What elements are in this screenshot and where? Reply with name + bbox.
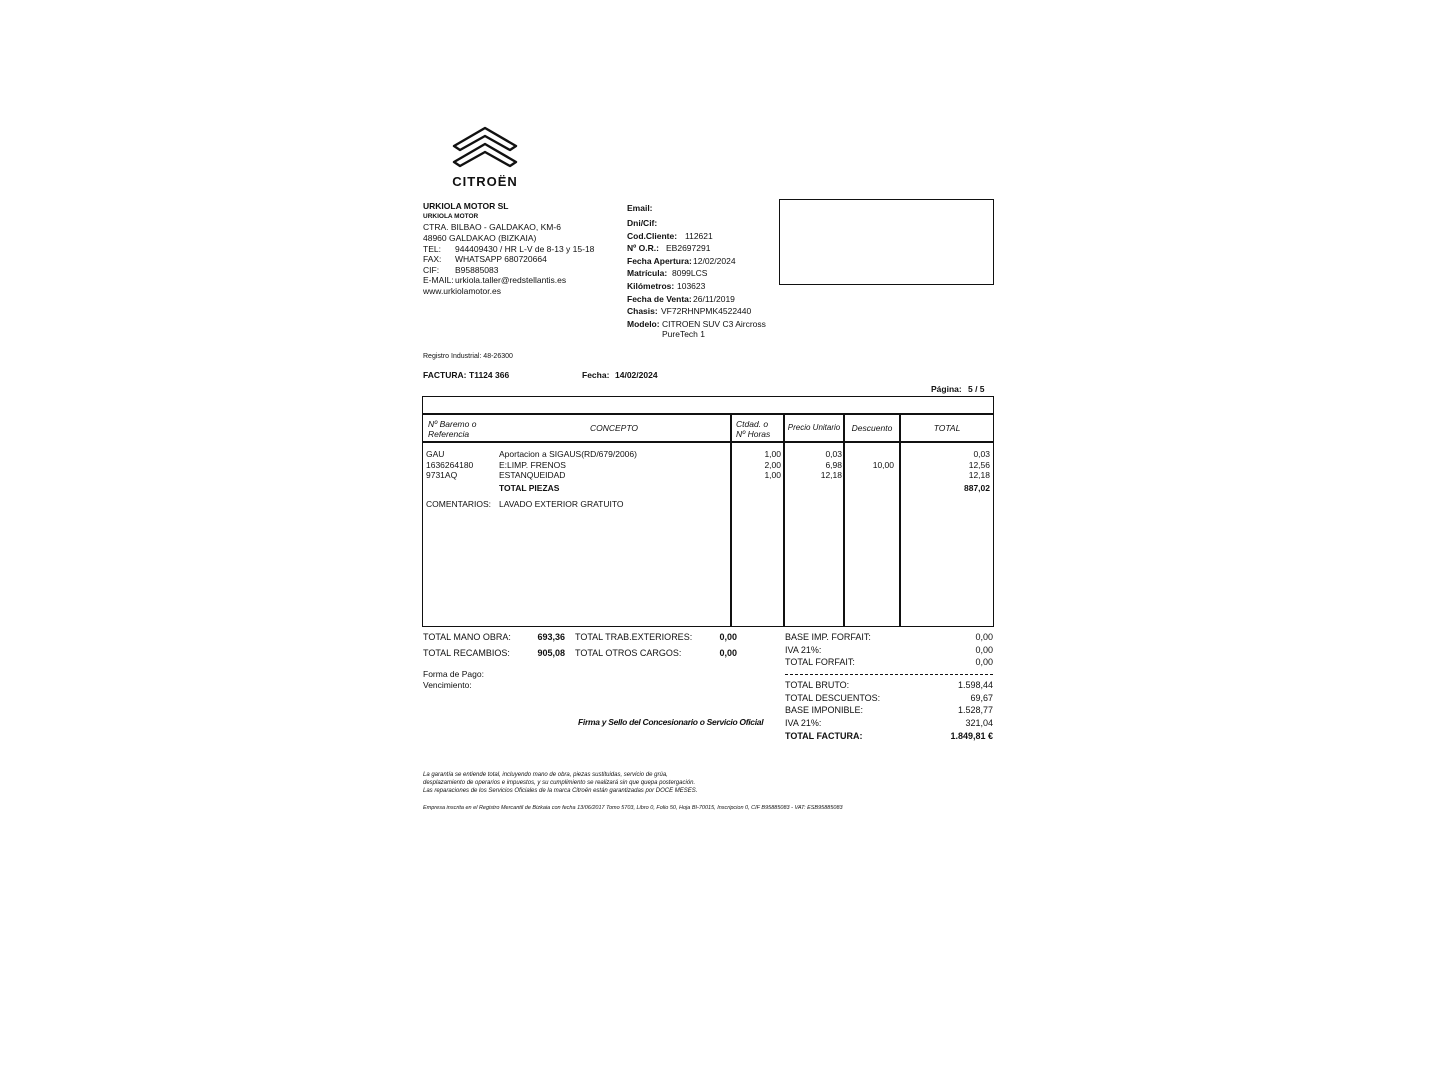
row-3-precio: 12,18 [820, 470, 842, 480]
row-1-concepto: Aportacion a SIGAUS(RD/679/2006) [499, 449, 637, 459]
fax-value: WHATSAPP 680720664 [455, 254, 547, 264]
header-cant-1: Ctdad. o [736, 419, 769, 429]
firma-sello: Firma y Sello del Concesionario o Servicio Oficial [578, 717, 764, 727]
descuentos-value: 69,67 [970, 693, 993, 703]
row-3-total: 12,18 [968, 470, 990, 480]
matricula-value: 8099LCS [672, 268, 708, 278]
bruto-label: TOTAL BRUTO: [785, 680, 850, 690]
matricula-label: Matrícula: [627, 268, 668, 278]
email-value: urkiola.taller@redstellantis.es [455, 275, 567, 285]
trab-ext-label: TOTAL TRAB.EXTERIORES: [575, 632, 693, 642]
footer-line-2: desplazamiento de operarios e impuestos, y su cumplimiento se realizará sin que quepa postergación. [423, 780, 696, 786]
header-concepto: CONCEPTO [589, 423, 639, 433]
or-value: EB2697291 [666, 243, 711, 253]
dashed-divider [785, 674, 993, 675]
row-1-precio: 0,03 [825, 449, 842, 459]
row-2-descuento: 10,00 [872, 460, 894, 470]
tel-label: TEL: [423, 244, 441, 254]
col-divider-4 [899, 414, 901, 627]
row-1-total: 0,03 [973, 449, 990, 459]
cif-value: B95885083 [455, 265, 499, 275]
total-piezas-label: TOTAL PIEZAS [499, 483, 560, 493]
footer-line-1: La garantía se entiende total, incluyendo mano de obra, piezas sustituidas, servicio de grúa, [423, 772, 668, 778]
pagina-label: Página: [931, 384, 962, 394]
email-label: E-MAIL: [423, 275, 454, 285]
row-1-cant: 1,00 [764, 449, 781, 459]
dni-label: Dni/Cif: [627, 218, 658, 228]
col-divider-3 [843, 414, 845, 627]
base-forfait-value: 0,00 [975, 632, 993, 642]
km-value: 103623 [677, 281, 706, 291]
total-piezas-value: 887,02 [964, 483, 990, 493]
footer-registro: Empresa inscrita en el Registro Mercantil de Bizkaia con fecha 13/06/2017 Tomo 5703, Libro 0, Folio 50, Hoja BI-70015, Inscripcion 0, CIF B95885083 - VAT: ESB95885083 [423, 805, 843, 811]
chevron-logo-icon [440, 124, 530, 174]
mano-obra-label: TOTAL MANO OBRA: [423, 632, 511, 642]
company-address1: CTRA. BILBAO - GALDAKAO, KM-6 [423, 222, 561, 232]
or-label: Nº O.R.: [627, 243, 659, 253]
factura-value: T1124 366 [469, 370, 510, 380]
base-imponible-value: 1.528,77 [957, 705, 993, 715]
header-cant-2: Nº Horas [736, 429, 771, 439]
header-bar [422, 396, 994, 414]
pagina-value: 5 / 5 [968, 384, 985, 394]
forma-pago-label: Forma de Pago: [423, 669, 484, 679]
modelo-label: Modelo: [627, 319, 660, 329]
modelo-value-2: PureTech 1 [662, 329, 705, 339]
factura-label: FACTURA: [423, 370, 467, 380]
address-box [779, 199, 994, 285]
iva-forfait-value: 0,00 [975, 645, 993, 655]
col-divider-2 [783, 414, 785, 627]
trab-ext-value: 0,00 [719, 632, 737, 642]
row-3-concepto: ESTANQUEIDAD [499, 470, 566, 480]
otros-value: 0,00 [719, 648, 737, 658]
comentarios-value: LAVADO EXTERIOR GRATUITO [499, 499, 624, 509]
tel-value: 944409430 / HR L-V de 8-13 y 15-18 [455, 244, 595, 254]
company-address2: 48960 GALDAKAO (BIZKAIA) [423, 233, 537, 243]
recambios-value: 905,08 [537, 648, 565, 658]
header-ref-2: Referencia [428, 429, 470, 439]
vencimiento-label: Vencimiento: [423, 680, 472, 690]
comentarios-label: COMENTARIOS: [426, 499, 492, 509]
total-forfait-value: 0,00 [975, 657, 993, 667]
recambios-label: TOTAL RECAMBIOS: [423, 648, 510, 658]
chasis-label: Chasis: [627, 306, 658, 316]
fax-label: FAX: [423, 254, 442, 264]
header-total: TOTAL [933, 423, 961, 433]
apertura-value: 12/02/2024 [693, 256, 736, 266]
company-subname: URKIOLA MOTOR [423, 213, 479, 220]
total-factura-value: 1.849,81 € [950, 731, 993, 741]
items-table [422, 414, 994, 627]
chasis-value: VF72RHNPMK4522440 [661, 306, 752, 316]
cod-cliente-value: 112621 [685, 231, 713, 241]
cif-label: CIF: [423, 265, 440, 275]
otros-label: TOTAL OTROS CARGOS: [575, 648, 682, 658]
total-factura-label: TOTAL FACTURA: [785, 731, 863, 741]
km-label: Kilómetros: [627, 281, 675, 291]
venta-value: 26/11/2019 [693, 294, 735, 304]
row-2-cant: 2,00 [764, 460, 781, 470]
citroen-logo [440, 124, 530, 190]
bruto-value: 1.598,44 [957, 680, 993, 690]
apertura-label: Fecha Apertura: [627, 256, 692, 266]
row-2-ref: 1636264180 [426, 460, 474, 470]
descuentos-label: TOTAL DESCUENTOS: [785, 693, 881, 703]
brand-name: CITROËN [452, 174, 518, 189]
base-forfait-label: BASE IMP. FORFAIT: [785, 632, 871, 642]
venta-label: Fecha de Venta: [627, 294, 692, 304]
row-1-ref: GAU [426, 449, 445, 459]
total-forfait-label: TOTAL FORFAIT: [785, 657, 855, 667]
header-ref-1: Nº Baremo o [428, 419, 477, 429]
header-descuento: Descuento [851, 423, 893, 433]
iva-value: 321,04 [965, 718, 993, 728]
registro-industrial: Registro Industrial: 48-26300 [423, 353, 513, 360]
company-name: URKIOLA MOTOR SL [423, 201, 509, 211]
footer-line-3: Las reparaciones de los Servicios Oficiales de la marca Citroën están garantizadas por DOCE MESES. [423, 788, 698, 794]
col-divider-1 [730, 414, 732, 627]
mano-obra-value: 693,36 [537, 632, 565, 642]
row-2-concepto: E:LIMP. FRENOS [499, 460, 566, 470]
iva-forfait-label: IVA 21%: [785, 645, 822, 655]
base-imponible-label: BASE IMPONIBLE: [785, 705, 864, 715]
company-web: www.urkiolamotor.es [423, 286, 501, 296]
header-precio: Precio Unitario [787, 423, 841, 432]
cod-cliente-label: Cod.Cliente: [627, 231, 678, 241]
fecha-value: 14/02/2024 [615, 370, 658, 380]
row-2-total: 12,56 [968, 460, 990, 470]
row-2-precio: 6,98 [825, 460, 842, 470]
table-header-divider [422, 441, 994, 443]
customer-email-label: Email: [627, 203, 653, 213]
row-3-cant: 1,00 [764, 470, 781, 480]
row-3-ref: 9731AQ [426, 470, 458, 480]
fecha-label: Fecha: [582, 370, 610, 380]
iva-label: IVA 21%: [785, 718, 822, 728]
modelo-value-1: CITROEN SUV C3 Aircross [662, 319, 766, 329]
